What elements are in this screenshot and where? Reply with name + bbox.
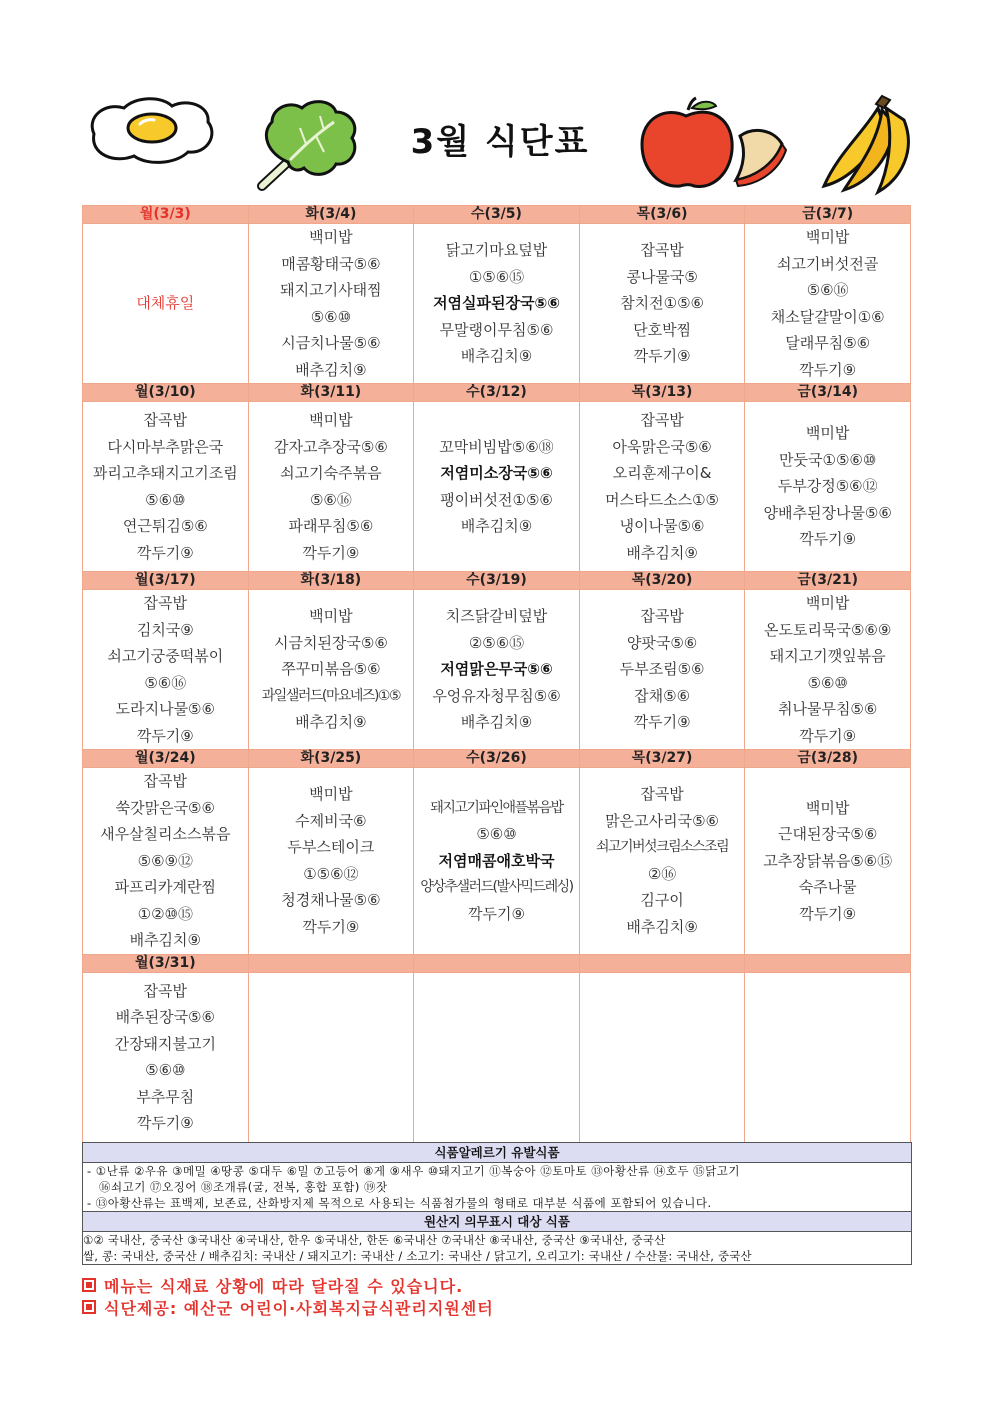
menu-item: 도라지나물⑤⑥ <box>115 700 215 718</box>
menu-item: 잡곡밥 <box>640 411 684 429</box>
menu-item: ⑤⑥⑯ <box>309 490 352 509</box>
day-label <box>745 954 911 972</box>
menu-item: ⑤⑥⑩ <box>807 673 848 692</box>
menu-cell <box>745 972 911 1142</box>
menu-item: 깍두기⑨ <box>799 360 857 379</box>
day-label: 목(3/20) <box>579 572 745 590</box>
menu-cell <box>83 590 249 750</box>
day-label <box>248 954 414 972</box>
menu-item: 백미밥 <box>805 424 850 443</box>
menu-item: 김치국⑨ <box>136 620 194 639</box>
day-label: 수(3/5) <box>414 206 580 224</box>
allergy-list-continued: ⑯쇠고기 ⑰오징어 ⑱조개류(굴, 전복, 홍합 포함) ⑲잣 <box>99 1180 388 1194</box>
menu-item: 배추김치⑨ <box>460 517 533 535</box>
menu-cell <box>745 402 911 572</box>
day-label: 수(3/19) <box>414 572 580 590</box>
menu-item: 백미밥 <box>309 411 353 429</box>
menu-item: 깍두기⑨ <box>799 530 857 549</box>
menu-item: 두부강정⑤⑥⑫ <box>777 477 878 496</box>
menu-cell <box>248 590 414 750</box>
menu-cell <box>248 402 414 572</box>
menu-item: 양상추샐러드(발사믹드레싱) <box>420 879 573 895</box>
menu-item: 근대된장국⑤⑥ <box>777 825 878 843</box>
menu-item: 오리훈제구이& <box>612 464 712 482</box>
menu-item: 쭈꾸미볶음⑤⑥ <box>281 660 381 679</box>
menu-item: 쇠고기버섯크림소스조림 <box>595 839 729 856</box>
day-label: 목(3/13) <box>579 384 745 402</box>
menu-item: 깍두기⑨ <box>302 917 360 936</box>
day-label: 수(3/26) <box>414 750 580 768</box>
menu-item: 잡곡밥 <box>143 594 188 612</box>
menu-item: 과일샐러드(마요네즈)①⑤ <box>261 687 401 704</box>
menu-row <box>83 768 911 955</box>
day-header-row <box>83 384 911 402</box>
notice-provider <box>82 1298 910 1320</box>
menu-item: 참치전①⑤⑥ <box>620 294 704 313</box>
menu-item: 저염맑은무국⑤⑥ <box>440 660 553 679</box>
allergy-list: - ①난류 ②우유 ③메밀 ④땅콩 ⑤대두 ⑥밀 ⑦고등어 ⑧게 ⑨새우 ⑩돼지고기 ⑪복숭아 ⑫토마토 ⑬아황산류 ⑭호두 ⑮닭고기 <box>87 1164 740 1178</box>
menu-item: 깍두기⑨ <box>468 904 525 923</box>
day-label <box>414 954 580 972</box>
menu-item: 돼지고기파인애플볶음밥 <box>430 799 563 816</box>
menu-item: 잡채⑤⑥ <box>634 686 691 705</box>
origin-list: ①② 국내산, 중국산 ③국내산 ④국내산, 한우 ⑤국내산, 한돈 ⑥국내산 ⑦국내산 ⑧국내산, 중국산 ⑨국내산, 중국산 <box>83 1233 666 1247</box>
day-label: 목(3/6) <box>579 206 745 224</box>
menu-cell <box>83 972 249 1142</box>
menu-item: 청경채나물⑤⑥ <box>281 891 381 910</box>
menu-item: 팽이버섯전①⑤⑥ <box>440 490 553 509</box>
menu-item: 백미밥 <box>805 798 850 817</box>
menu-cell <box>414 590 580 750</box>
menu-item: 깍두기⑨ <box>136 1114 194 1132</box>
menu-item: 고추장닭볶음⑤⑥⑮ <box>763 851 893 870</box>
menu-cell <box>414 768 580 955</box>
menu-item: 꼬막비빔밥⑤⑥⑱ <box>439 437 554 456</box>
menu-row <box>83 972 911 1142</box>
menu-item: 꽈리고추돼지고기조림 <box>92 464 238 482</box>
menu-item: 우엉유자청무침⑤⑥ <box>432 686 561 705</box>
menu-item: 돼지고기깻잎볶음 <box>769 647 886 665</box>
holiday-label: 대체휴일 <box>136 294 195 313</box>
day-label: 화(3/11) <box>248 384 414 402</box>
menu-item: ②⑯ <box>647 864 677 883</box>
menu-cell <box>579 590 745 750</box>
menu-item: 닭고기마요덮밥 <box>445 241 548 260</box>
menu-cell <box>248 972 414 1142</box>
menu-item: 부추무침 <box>136 1087 195 1106</box>
menu-item: 만둣국①⑤⑥⑩ <box>779 450 877 469</box>
notice-menu-change-text: 메뉴는 식재료 상황에 따라 달라질 수 있습니다. <box>104 1277 464 1296</box>
menu-item: 숙주나물 <box>798 878 857 896</box>
menu-item: 시금치나물⑤⑥ <box>281 334 381 352</box>
menu-item: 배추김치⑨ <box>626 917 698 936</box>
menu-cell <box>83 402 249 572</box>
menu-item: 저염미소장국⑤⑥ <box>440 464 553 482</box>
day-header-row <box>83 750 911 768</box>
menu-item: ①⑤⑥⑫ <box>303 864 359 883</box>
day-label: 월(3/3) <box>83 206 249 224</box>
banana-icon <box>818 94 922 196</box>
menu-item: 잡곡밥 <box>640 607 684 626</box>
origin-heading: 원산지 의무표시 대상 식품 <box>83 1211 911 1232</box>
day-label <box>579 954 745 972</box>
menu-item: 깍두기⑨ <box>799 904 857 923</box>
menu-item: ②⑤⑥⑮ <box>468 633 525 652</box>
menu-item: 김구이 <box>640 891 684 910</box>
menu-item: 백미밥 <box>805 228 850 246</box>
menu-item: 두부스테이크 <box>287 838 375 857</box>
menu-item: 배추김치⑨ <box>129 931 201 949</box>
menu-item: 백미밥 <box>309 607 353 626</box>
menu-item: 잡곡밥 <box>143 981 188 1000</box>
menu-item: ①⑤⑥⑮ <box>468 267 525 286</box>
menu-item: ①②⑩⑮ <box>137 904 193 923</box>
menu-cell <box>248 224 414 384</box>
menu-item: 취나물무침⑤⑥ <box>777 700 878 718</box>
menu-item: 저염실파된장국⑤⑥ <box>433 294 560 313</box>
square-bullet-icon <box>82 1278 96 1292</box>
day-label: 수(3/12) <box>414 384 580 402</box>
day-label: 월(3/17) <box>83 572 249 590</box>
apple-icon <box>636 96 788 192</box>
day-label: 화(3/18) <box>248 572 414 590</box>
footer-notes <box>82 1276 910 1320</box>
day-label: 월(3/10) <box>83 384 249 402</box>
menu-item: 머스타드소스①⑤ <box>605 490 719 509</box>
menu-item: 새우살칠리소스볶음 <box>100 825 231 843</box>
menu-item: 다시마부추맑은국 <box>107 437 224 456</box>
menu-cell <box>414 402 580 572</box>
menu-item: 수제비국⑥ <box>295 811 367 830</box>
menu-item: 냉이나물⑤⑥ <box>619 517 705 535</box>
day-label: 월(3/24) <box>83 750 249 768</box>
menu-item: 맑은고사리국⑤⑥ <box>605 811 719 830</box>
menu-item: 배추김치⑨ <box>460 347 533 366</box>
weekly-menu-table <box>82 205 911 1143</box>
menu-cell <box>248 768 414 955</box>
menu-item: 아욱맑은국⑤⑥ <box>612 437 712 456</box>
allergy-info-box <box>82 1142 912 1265</box>
menu-item: 쇠고기궁중떡볶이 <box>107 647 224 665</box>
menu-item: 잡곡밥 <box>640 241 684 260</box>
menu-row <box>83 590 911 750</box>
menu-item: 잡곡밥 <box>143 411 188 429</box>
day-label: 금(3/7) <box>745 206 911 224</box>
menu-item: 저염매콤애호박국 <box>438 851 555 870</box>
allergy-note: - ⑬아황산류는 표백제, 보존료, 산화방지제 목적으로 사용되는 식품첨가물의 형태로 대부분 식품에 포함되어 있습니다. <box>87 1196 712 1210</box>
menu-item: 돼지고기사태찜 <box>280 281 382 299</box>
menu-item: ⑤⑥⑨⑫ <box>137 851 193 870</box>
menu-item: 달래무침⑤⑥ <box>785 334 871 352</box>
day-label: 월(3/31) <box>83 954 249 972</box>
day-header-row <box>83 954 911 972</box>
header <box>0 80 992 200</box>
menu-item: 깍두기⑨ <box>136 543 194 562</box>
menu-item: 간장돼지불고기 <box>114 1034 217 1053</box>
menu-item: 백미밥 <box>805 594 850 612</box>
day-header-row <box>83 206 911 224</box>
menu-cell <box>579 972 745 1142</box>
menu-item: 파래무침⑤⑥ <box>288 517 374 535</box>
menu-item: 배추김치⑨ <box>460 713 533 732</box>
menu-cell <box>414 224 580 384</box>
menu-cell <box>745 590 911 750</box>
menu-cell <box>83 224 249 384</box>
lettuce-icon <box>250 98 362 198</box>
fried-egg-icon <box>84 94 218 166</box>
day-label: 금(3/14) <box>745 384 911 402</box>
menu-item: 잡곡밥 <box>143 772 188 790</box>
menu-item: 채소달걀말이①⑥ <box>770 307 885 326</box>
menu-cell <box>414 972 580 1142</box>
menu-item: 무말랭이무침⑤⑥ <box>439 320 554 339</box>
square-bullet-icon <box>82 1300 96 1314</box>
menu-item: 매콤황태국⑤⑥ <box>281 254 381 273</box>
menu-item: 깍두기⑨ <box>302 543 360 562</box>
menu-item: 깍두기⑨ <box>799 726 857 745</box>
menu-item: 배추된장국⑤⑥ <box>115 1008 215 1026</box>
menu-item: 콩나물국⑤ <box>626 267 698 286</box>
menu-item: 배추김치⑨ <box>626 543 698 562</box>
menu-item: 양배추된장나물⑤⑥ <box>763 503 892 522</box>
day-label: 목(3/27) <box>579 750 745 768</box>
menu-item: 온도토리묵국⑤⑥⑨ <box>764 620 892 639</box>
menu-item: ⑤⑥⑯ <box>806 281 849 299</box>
menu-item: 쇠고기숙주볶음 <box>280 464 382 482</box>
menu-row <box>83 402 911 572</box>
menu-item: ⑤⑥⑩ <box>476 825 517 843</box>
menu-cell <box>745 768 911 955</box>
allergy-heading: 식품알레르기 유발식품 <box>83 1143 911 1163</box>
menu-item: 깍두기⑨ <box>136 726 194 745</box>
menu-item: 시금치된장국⑤⑥ <box>273 633 388 652</box>
menu-item: 단호박찜 <box>633 320 692 339</box>
menu-item: ⑤⑥⑯ <box>144 673 187 692</box>
menu-cell <box>83 768 249 955</box>
page-title: 3월 식단표 <box>410 122 590 162</box>
menu-item: 잡곡밥 <box>640 785 684 804</box>
menu-item: 두부조림⑤⑥ <box>619 660 705 679</box>
menu-item: 연근튀김⑤⑥ <box>122 517 208 535</box>
day-label: 금(3/21) <box>745 572 911 590</box>
day-label: 화(3/25) <box>248 750 414 768</box>
menu-item: 백미밥 <box>309 785 353 804</box>
menu-item: 감자고추장국⑤⑥ <box>273 437 388 456</box>
day-header-row <box>83 572 911 590</box>
menu-item: ⑤⑥⑩ <box>145 490 186 509</box>
menu-item: 배추김치⑨ <box>295 713 367 732</box>
menu-item: 깍두기⑨ <box>633 347 691 366</box>
menu-item: ⑤⑥⑩ <box>145 1061 186 1079</box>
menu-item: 파프리카계란찜 <box>114 878 217 896</box>
menu-cell <box>745 224 911 384</box>
menu-item: 백미밥 <box>309 228 353 246</box>
menu-item: 쑥갓맑은국⑤⑥ <box>115 798 215 817</box>
menu-cell <box>579 402 745 572</box>
menu-item: 깍두기⑨ <box>633 713 691 732</box>
menu-item: 쇠고기버섯전골 <box>776 254 879 273</box>
menu-item: 양팟국⑤⑥ <box>626 633 698 652</box>
notice-menu-change <box>82 1276 910 1298</box>
menu-item: ⑤⑥⑩ <box>310 307 352 326</box>
menu-item: 배추김치⑨ <box>295 360 367 379</box>
notice-provider-text: 식단제공: 예산군 어린이·사회복지급식관리지원센터 <box>104 1299 494 1318</box>
menu-row <box>83 224 911 384</box>
menu-item: 치즈닭갈비덮밥 <box>445 607 548 626</box>
origin-list-continued: 쌀, 콩: 국내산, 중국산 / 배추김치: 국내산 / 돼지고기: 국내산 / 소고기: 국내산 / 닭고기, 오리고기: 국내산 / 수산물: 국내산, 중국산 <box>83 1249 752 1263</box>
menu-cell <box>579 224 745 384</box>
day-label: 금(3/28) <box>745 750 911 768</box>
menu-cell <box>579 768 745 955</box>
day-label: 화(3/4) <box>248 206 414 224</box>
